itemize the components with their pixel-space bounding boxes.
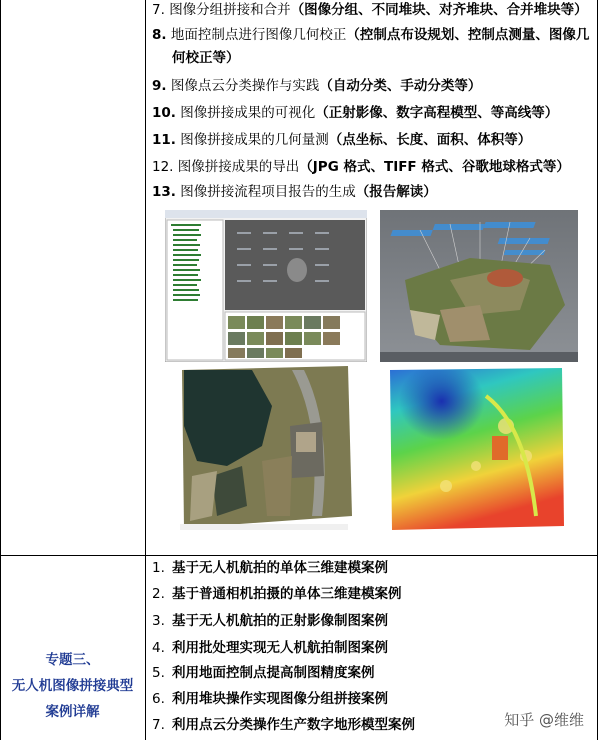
item-number: 6.: [152, 691, 165, 707]
item-detail: （正射影像、数字高程模型、等高线等）: [315, 105, 559, 121]
item-number: 1.: [152, 560, 165, 576]
list-item: [152, 182, 437, 202]
section-title: 案例详解: [45, 704, 100, 720]
list-item: [152, 0, 588, 20]
item-text: 利用点云分类操作生产数字地形模型案例: [172, 717, 415, 733]
item-detail: （JPG 格式、TIFF 格式、谷歌地球格式等）: [299, 159, 570, 175]
item-number: 4.: [152, 640, 165, 656]
list-item: [152, 130, 531, 150]
list-item: [152, 76, 481, 96]
item-number: 5.: [152, 665, 165, 681]
table-border-right: [597, 0, 598, 740]
item-number: 13.: [152, 184, 176, 200]
item-text: 地面控制点进行图像几何校正: [170, 27, 347, 43]
item-number: 10.: [152, 105, 176, 121]
item-text: 图像点云分类操作与实践: [170, 78, 320, 94]
item-detail: （图像分组、不同堆块、对齐堆块、合并堆块等）: [290, 2, 588, 18]
item-text: 基于无人机航拍的正射影像制图案例: [172, 613, 388, 629]
item-number: 8.: [152, 27, 167, 43]
list-item: [152, 689, 388, 709]
item-text: 图像拼接成果的导出: [177, 159, 300, 175]
list-item: [152, 558, 388, 578]
table-row-divider: [0, 555, 598, 556]
item-text: 利用堆块操作实现图像分组拼接案例: [172, 691, 388, 707]
item-detail: （报告解读）: [355, 184, 437, 200]
item-text: 利用地面控制点提高制图精度案例: [172, 665, 375, 681]
item-number: 3.: [152, 613, 165, 629]
software-screenshot-image: [165, 210, 367, 362]
item-detail: （点坐标、长度、面积、体积等）: [328, 132, 532, 148]
item-number: 2.: [152, 586, 165, 602]
item-text: 图像拼接流程项目报告的生成: [180, 184, 356, 200]
list-item: [152, 157, 570, 177]
item-number: 7.: [152, 2, 165, 18]
table-border-left: [0, 0, 1, 740]
list-item: [152, 715, 415, 735]
list-item: [152, 103, 558, 123]
item-text: 利用批处理实现无人机航拍制图案例: [172, 640, 388, 656]
item-number: 7.: [152, 717, 165, 733]
list-item-continuation: 何校正等）: [172, 50, 240, 66]
item-text: 基于普通相机拍摄的单体三维建模案例: [172, 586, 402, 602]
section-title: 无人机图像拼接典型: [11, 678, 134, 694]
watermark: 知乎 @维维: [500, 709, 588, 730]
item-number: 11.: [152, 132, 176, 148]
list-item: [152, 663, 375, 683]
item-number: 9.: [152, 78, 167, 94]
item-text: 图像拼接成果的几何量测: [180, 132, 329, 148]
item-detail: （自动分类、手动分类等）: [319, 78, 482, 94]
elevation-model-image: [386, 366, 566, 532]
item-text: 图像分组拼接和合并: [169, 2, 291, 18]
item-text: 基于无人机航拍的单体三维建模案例: [172, 560, 388, 576]
list-item: [152, 638, 388, 658]
orthophoto-image: [172, 366, 356, 534]
item-number: 12.: [152, 159, 174, 175]
list-item: [152, 611, 388, 631]
point-cloud-3d-image: [380, 210, 578, 362]
item-text: 图像拼接成果的可视化: [180, 105, 316, 121]
table-divider-column: [145, 0, 146, 740]
list-item: [152, 584, 402, 604]
section-title: 专题三、: [45, 652, 100, 668]
item-detail: （控制点布设规划、控制点测量、图像几: [346, 27, 590, 43]
list-item: [152, 25, 589, 45]
